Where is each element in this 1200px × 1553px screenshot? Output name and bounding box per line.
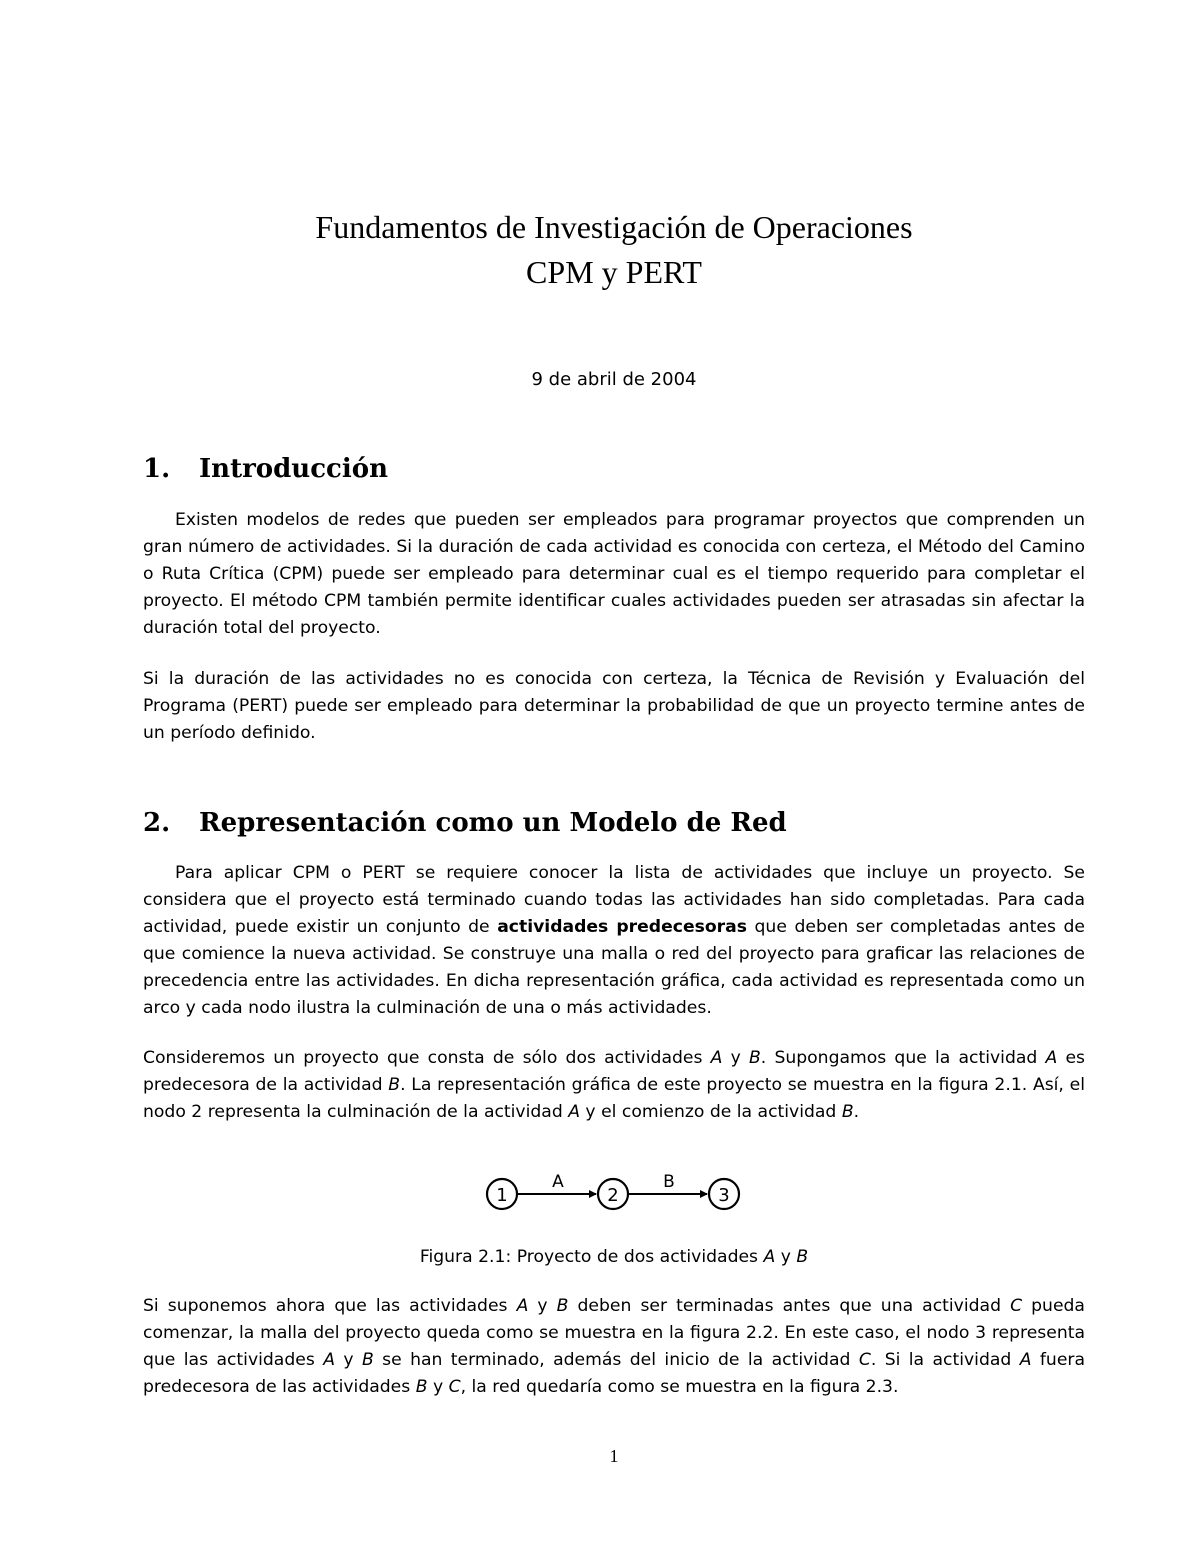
activity-var: C bbox=[448, 1377, 461, 1397]
p2-text: . bbox=[853, 1102, 860, 1122]
activity-var: C bbox=[1010, 1296, 1023, 1316]
p2-text: y el comienzo de la actividad bbox=[579, 1102, 842, 1122]
p3-text: . Si la actividad bbox=[870, 1350, 1020, 1370]
p3-text: Si suponemos ahora que las actividades bbox=[143, 1296, 517, 1316]
predecessor-term: actividades predecesoras bbox=[497, 917, 747, 937]
intro-paragraph-1: Existen modelos de redes que pueden ser empleados para programar proyectos que comprenden un gran número de actividades. Si la duración de cada actividad es conocida con certeza, el Método del Camino o Ruta Crítica (CPM) puede ser empleado para determinar cual es el tiempo requerido para completar el proyecto. El método CPM también permite identificar cuales actividades pueden ser atrasadas sin afectar la duración total del proyecto. bbox=[143, 510, 1085, 638]
p3-text: fuera predecesora de las actividades bbox=[143, 1350, 1085, 1397]
section-1-number: 1. bbox=[143, 454, 171, 484]
activity-var: A bbox=[763, 1247, 776, 1267]
activity-var: A bbox=[516, 1296, 529, 1316]
p1-text-before: Para aplicar CPM o PERT se requiere conocer la lista de actividades que incluye un proyecto. Se considera que el proyecto está terminado cuando todas las actividades han sido completadas. Para cada actividad, puede existir un conjunto de bbox=[143, 863, 1085, 937]
p2-text: Consideremos un proyecto que consta de sólo dos actividades bbox=[143, 1048, 711, 1068]
arc-a-label: A bbox=[552, 1172, 564, 1192]
document-subtitle: CPM y PERT bbox=[526, 254, 702, 290]
section-1-title: Introducción bbox=[199, 454, 388, 484]
p2-text: . Supongamos que la actividad bbox=[760, 1048, 1046, 1068]
activity-var: B bbox=[415, 1377, 428, 1397]
network-paragraph-3 bbox=[143, 1293, 1085, 1401]
arc-b-label: B bbox=[663, 1172, 675, 1192]
activity-var: C bbox=[858, 1350, 871, 1370]
caption-text: Figura 2.1: Proyecto de dos actividades bbox=[419, 1247, 764, 1267]
document-date: 9 de abril de 2004 bbox=[531, 369, 697, 390]
page-number: 1 bbox=[609, 1446, 619, 1466]
activity-var: A bbox=[1045, 1048, 1058, 1068]
activity-var: B bbox=[556, 1296, 569, 1316]
activity-var: B bbox=[796, 1247, 809, 1267]
p2-text: . La representación gráfica de este proyecto se muestra en la figura 2.1. Así, el nodo 2 representa la culminación de la actividad bbox=[143, 1075, 1085, 1122]
network-paragraph-2 bbox=[143, 1045, 1085, 1126]
p3-text: y bbox=[334, 1350, 362, 1370]
activity-var: A bbox=[1019, 1350, 1032, 1370]
p2-text: y bbox=[722, 1048, 749, 1068]
activity-var: B bbox=[388, 1075, 401, 1095]
intro-paragraph-2: Si la duración de las actividades no es conocida con certeza, la Técnica de Revisión y Evaluación del Programa (PERT) puede ser empleado para determinar la probabilidad de que un proyecto termine antes de un período definido. bbox=[143, 669, 1085, 743]
section-1-heading bbox=[143, 452, 388, 486]
node-2-label: 2 bbox=[607, 1185, 619, 1206]
node-3-label: 3 bbox=[718, 1185, 730, 1206]
p3-text: deben ser terminadas antes que una actividad bbox=[568, 1296, 1011, 1316]
p3-text: se han terminado, además del inicio de la actividad bbox=[373, 1350, 859, 1370]
network-paragraph-1 bbox=[143, 860, 1085, 1022]
figure-2-1-caption bbox=[0, 1244, 1200, 1271]
section-2-title: Representación como un Modelo de Red bbox=[199, 808, 787, 838]
activity-var: A bbox=[710, 1048, 723, 1068]
p3-text: , la red quedaría como se muestra en la figura 2.3. bbox=[460, 1377, 899, 1397]
activity-var: B bbox=[841, 1102, 854, 1122]
title-block bbox=[0, 205, 1200, 295]
p2-text: es predecesora de la actividad bbox=[143, 1048, 1085, 1095]
p3-text: pueda comenzar, la malla del proyecto queda como se muestra en la figura 2.2. En este caso, el nodo 3 representa que las actividades bbox=[143, 1296, 1085, 1370]
section-2-heading bbox=[143, 806, 787, 840]
activity-var: B bbox=[361, 1350, 374, 1370]
document-title: Fundamentos de Investigación de Operaciones bbox=[315, 209, 913, 245]
p3-text: y bbox=[528, 1296, 557, 1316]
figure-2-1-network bbox=[470, 1160, 760, 1230]
activity-var: B bbox=[748, 1048, 761, 1068]
p1-text-after: que deben ser completadas antes de que comience la nueva actividad. Se construye una malla o red del proyecto para graficar las relaciones de precedencia entre las actividades. En dicha representación gráfica, cada actividad es representada como un arco y cada nodo ilustra la culminación de una o más actividades. bbox=[143, 917, 1085, 1018]
p3-text: y bbox=[427, 1377, 449, 1397]
section-2-number: 2. bbox=[143, 808, 171, 838]
activity-var: A bbox=[568, 1102, 580, 1122]
node-1-label: 1 bbox=[496, 1185, 508, 1206]
caption-text: y bbox=[775, 1247, 797, 1267]
activity-var: A bbox=[323, 1350, 335, 1370]
